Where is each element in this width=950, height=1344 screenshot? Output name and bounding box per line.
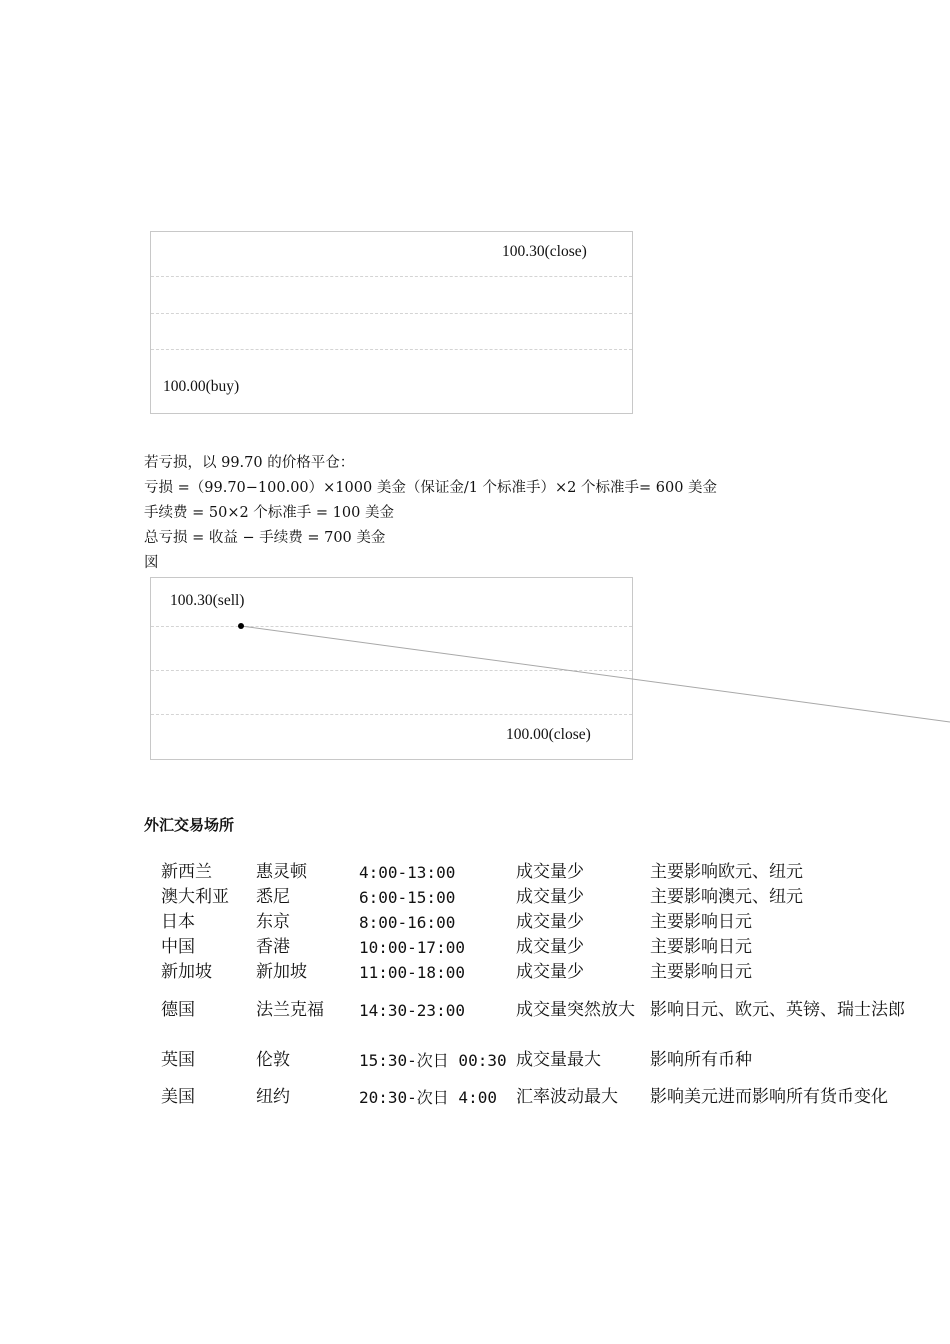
price-diagram-buy [150,231,633,414]
gridline [151,714,632,715]
volume-cell: 成交量少 [516,887,584,907]
country-cell: 日本 [161,912,195,932]
volume-cell: 成交量少 [516,937,584,957]
impact-cell: 主要影响欧元、纽元 [650,862,803,882]
close-price-label: 100.00(close) [506,726,591,743]
city-cell: 东京 [256,912,290,932]
impact-cell: 影响所有币种 [650,1049,752,1070]
gridline [151,313,632,314]
gridline [151,626,632,627]
volume-cell: 成交量最大 [516,1049,601,1070]
loss-line-2: 亏损 =（99.70−100.00）×1000 美金（保证金/1 个标准手）×2 个标准手= 600 美金 [144,480,718,496]
volume-cell: 成交量少 [516,912,584,932]
buy-price-label: 100.00(buy) [163,378,240,395]
volume-cell: 成交量突然放大 [516,999,635,1020]
impact-cell: 影响美元进而影响所有货币变化 [650,1087,888,1107]
hours-cell: 10:00-17:00 [359,938,465,957]
country-cell: 澳大利亚 [161,887,229,907]
gridline [151,349,632,350]
loss-line-1: 若亏损，以 99.70 的价格平仓： [144,455,355,471]
country-cell: 德国 [161,999,195,1020]
figure-marker: 図 [144,555,159,571]
country-cell: 英国 [161,1049,195,1070]
hours-cell: 14:30-23:00 [359,1000,465,1020]
impact-cell: 主要影响澳元、纽元 [650,887,803,907]
volume-cell: 成交量少 [516,862,584,882]
city-cell: 香港 [256,937,290,957]
hours-cell: 11:00-18:00 [359,963,465,982]
gridline [151,670,632,671]
impact-cell: 主要影响日元 [650,912,752,932]
volume-cell: 成交量少 [516,962,584,982]
sell-price-label: 100.30(sell) [170,592,245,609]
fee-line: 手续费 = 50×2 个标准手 = 100 美金 [144,505,394,521]
city-cell: 惠灵顿 [256,862,307,882]
city-cell: 新加坡 [256,962,307,982]
price-diagram-sell [150,577,633,760]
impact-cell: 主要影响日元 [650,962,752,982]
close-price-label: 100.30(close) [502,243,587,260]
hours-cell: 20:30-次日 4:00 [359,1088,497,1107]
city-cell: 悉尼 [256,887,290,907]
country-cell: 中国 [161,937,195,957]
impact-cell: 影响日元、欧元、英镑、瑞士法郎 [650,999,905,1020]
country-cell: 新加坡 [161,962,212,982]
total-loss-line: 总亏损 = 收益 − 手续费 = 700 美金 [144,530,386,546]
impact-cell: 主要影响日元 [650,937,752,957]
hours-cell: 8:00-16:00 [359,913,456,932]
gridline [151,276,632,277]
city-cell: 伦敦 [256,1049,290,1070]
hours-cell: 4:00-13:00 [359,863,456,882]
hours-cell: 15:30-次日 00:30 [359,1050,507,1070]
hours-cell: 6:00-15:00 [359,888,456,907]
city-cell: 法兰克福 [256,999,324,1020]
city-cell: 纽约 [256,1087,290,1107]
volume-cell: 汇率波动最大 [516,1087,618,1107]
country-cell: 新西兰 [161,862,212,882]
section-title: 外汇交易场所 [144,816,235,834]
country-cell: 美国 [161,1087,195,1107]
